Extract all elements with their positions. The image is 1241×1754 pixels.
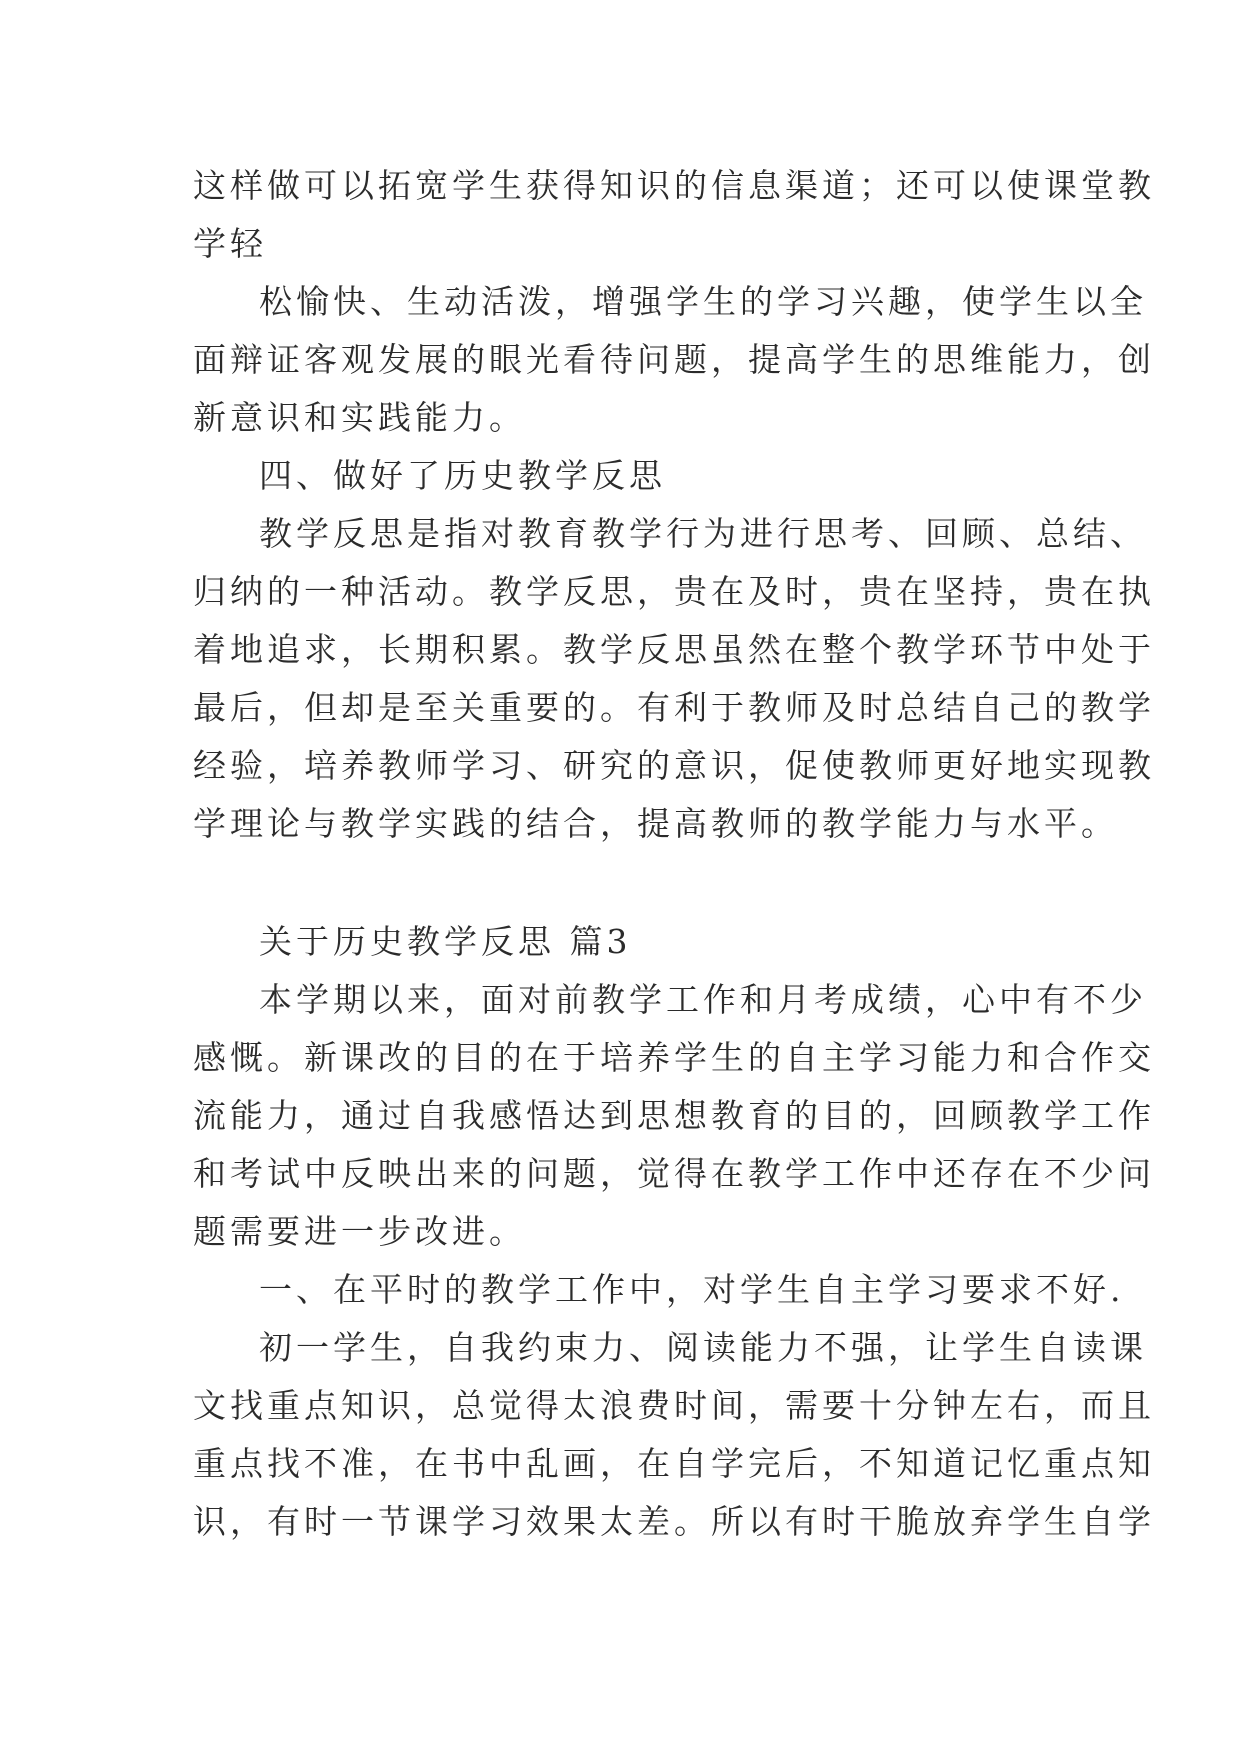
text-line: 着地追求，长期积累。教学反思虽然在整个教学环节中处于	[193, 630, 1155, 669]
text-line: 归纳的一种活动。教学反思，贵在及时，贵在坚持，贵在执	[193, 572, 1155, 611]
paragraph-start-line: 教学反思是指对教育教学行为进行思考、回顾、总结、	[259, 514, 1147, 553]
text-line: 识，有时一节课学习效果太差。所以有时干脆放弃学生自学	[193, 1502, 1155, 1541]
text-line: 学轻	[193, 224, 267, 263]
text-line: 最后，但却是至关重要的。有利于教师及时总结自己的教学	[193, 688, 1155, 727]
text-line: 这样做可以拓宽学生获得知识的信息渠道；还可以使课堂教	[193, 166, 1155, 205]
text-line: 重点找不准，在书中乱画，在自学完后，不知道记忆重点知	[193, 1444, 1155, 1483]
section-heading: 一、在平时的教学工作中，对学生自主学习要求不好.	[259, 1270, 1125, 1309]
text-line: 学理论与教学实践的结合，提高教师的教学能力与水平。	[193, 804, 1118, 843]
paragraph-start-line: 松愉快、生动活泼，增强学生的学习兴趣，使学生以全	[259, 282, 1147, 321]
text-line: 感慨。新课改的目的在于培养学生的自主学习能力和合作交	[193, 1038, 1155, 1077]
text-line: 新意识和实践能力。	[193, 398, 526, 437]
text-line: 和考试中反映出来的问题，觉得在教学工作中还存在不少问	[193, 1154, 1155, 1193]
paragraph-start-line: 本学期以来，面对前教学工作和月考成绩，心中有不少	[259, 980, 1147, 1019]
article-title: 关于历史教学反思 篇3	[259, 922, 632, 961]
text-line: 面辩证客观发展的眼光看待问题，提高学生的思维能力，创	[193, 340, 1155, 379]
text-line: 流能力，通过自我感悟达到思想教育的目的，回顾教学工作	[193, 1096, 1155, 1135]
section-heading: 四、做好了历史教学反思	[259, 456, 666, 495]
text-line: 文找重点知识，总觉得太浪费时间，需要十分钟左右，而且	[193, 1386, 1155, 1425]
text-line: 题需要进一步改进。	[193, 1212, 526, 1251]
text-line: 经验，培养教师学习、研究的意识，促使教师更好地实现教	[193, 746, 1155, 785]
paragraph-start-line: 初一学生，自我约束力、阅读能力不强，让学生自读课	[259, 1328, 1147, 1367]
